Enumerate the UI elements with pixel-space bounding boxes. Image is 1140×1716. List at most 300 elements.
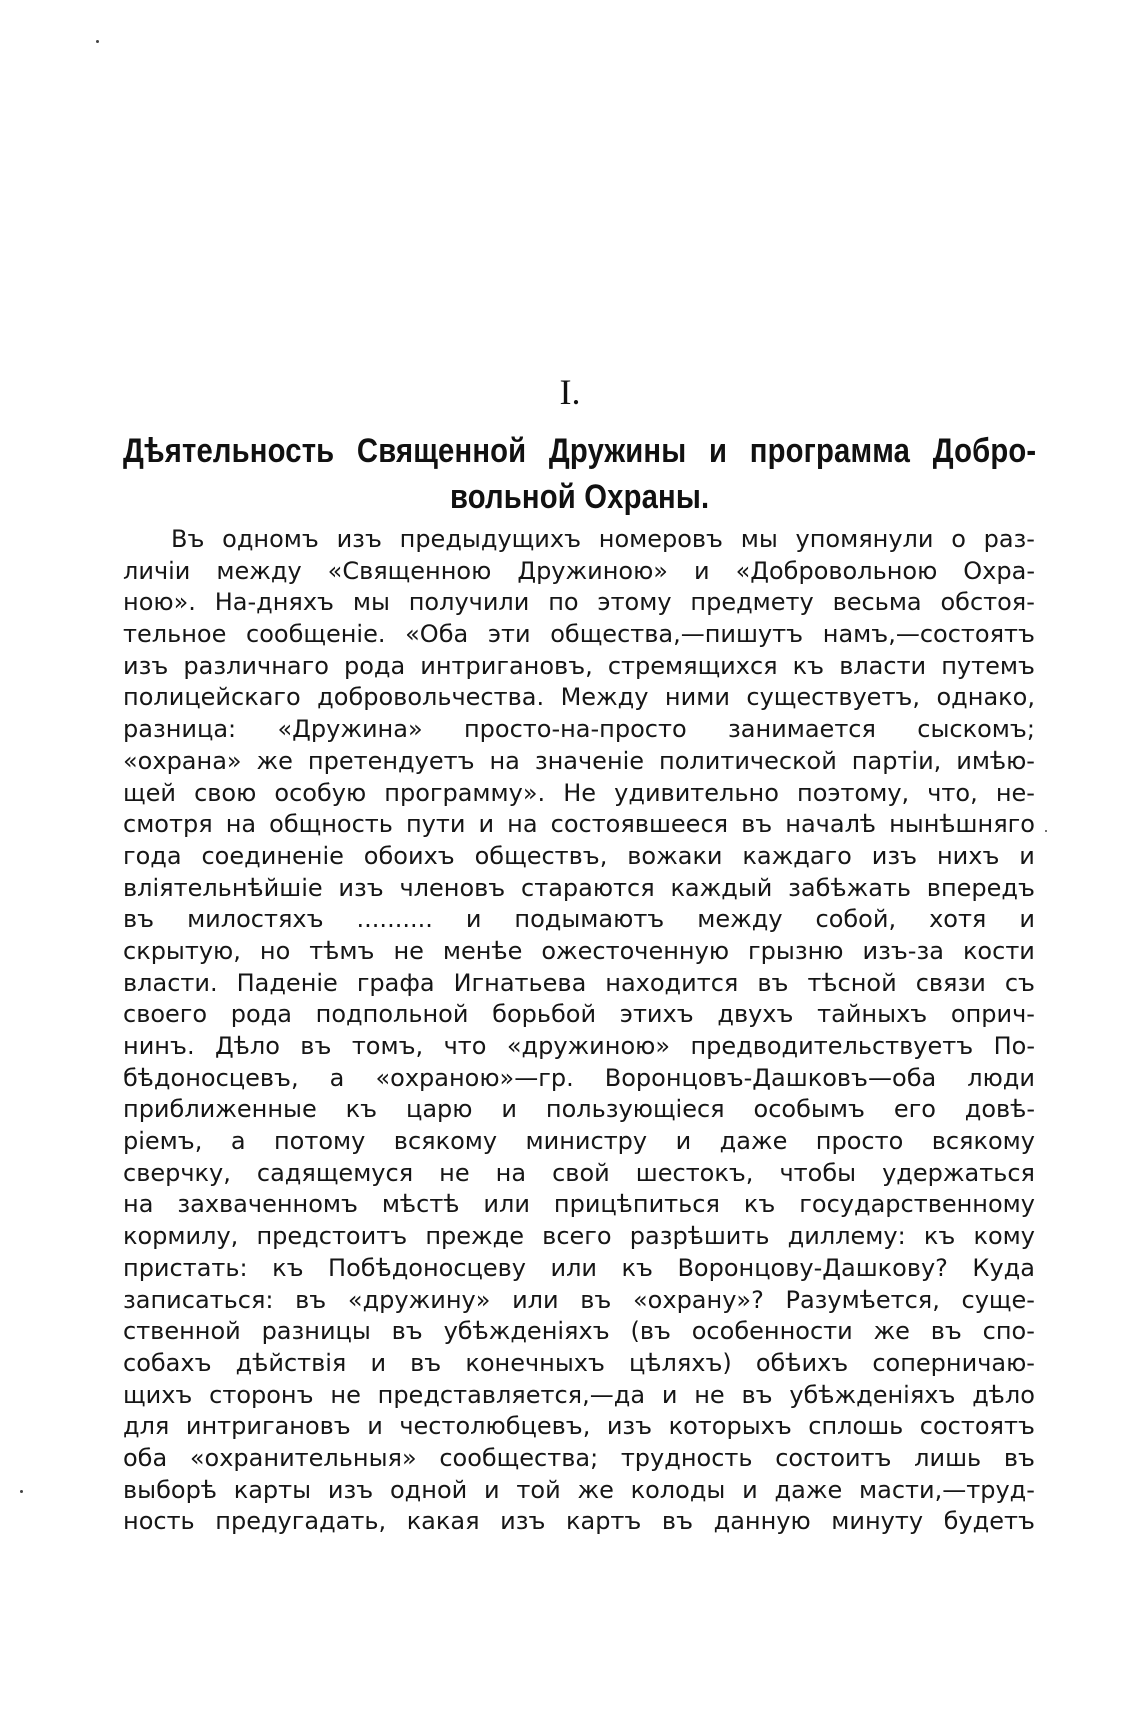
word: или xyxy=(550,1253,598,1282)
word: поэтому, xyxy=(797,778,910,807)
word: изъ-за xyxy=(862,936,944,965)
word: къ xyxy=(792,651,825,680)
word: «Добровольною xyxy=(735,556,938,585)
word: не xyxy=(393,936,424,965)
word: этому xyxy=(597,588,672,617)
word: государственному xyxy=(799,1190,1035,1219)
word: особымъ xyxy=(753,1095,865,1124)
word: предмету xyxy=(690,588,814,617)
word: удивительно xyxy=(614,778,779,807)
word: забѣжать xyxy=(788,873,912,902)
word: полицейскаго xyxy=(123,683,301,712)
word: состоитъ xyxy=(775,1443,892,1472)
text-line xyxy=(123,1221,1035,1253)
print-speck xyxy=(96,40,99,43)
word: предводительствуетъ xyxy=(690,1032,974,1060)
word: свой xyxy=(552,1158,610,1187)
word: изъ xyxy=(123,651,169,680)
word: на xyxy=(507,810,538,839)
word: стремящихся xyxy=(607,651,778,680)
word: не xyxy=(330,1380,361,1409)
word: мы xyxy=(352,588,390,617)
word: ріемъ, xyxy=(123,1127,203,1156)
word: «охрану»? xyxy=(633,1285,764,1314)
word: своего xyxy=(123,1000,208,1029)
word: что, xyxy=(927,778,978,807)
chapter-number: I. xyxy=(559,372,581,412)
print-speck xyxy=(1045,830,1047,832)
word: вліятельнѣйшіе xyxy=(123,873,323,902)
word: или xyxy=(483,1190,530,1219)
word: власти. xyxy=(123,968,218,997)
word: «охранительныя» xyxy=(189,1443,417,1472)
word: разрѣшить xyxy=(629,1222,770,1251)
word: Дѣло xyxy=(214,1032,280,1060)
word: на xyxy=(123,1190,154,1219)
word: обоихъ xyxy=(363,841,455,870)
word: этихъ xyxy=(619,1000,694,1029)
word: предстоитъ xyxy=(256,1222,408,1251)
word: даже xyxy=(774,1475,843,1504)
word: и xyxy=(367,1412,383,1441)
text-line xyxy=(123,904,1035,936)
word: изъ xyxy=(327,1475,374,1504)
word: не- xyxy=(995,778,1035,807)
word: не xyxy=(694,1380,725,1409)
word: тѣсной xyxy=(807,968,897,997)
word: честолюбцевъ, xyxy=(399,1412,591,1441)
word: убѣжденіяхъ xyxy=(789,1380,956,1409)
word: Не xyxy=(563,778,597,807)
text-line xyxy=(123,1443,1035,1475)
word: что xyxy=(443,1032,487,1060)
word: эти xyxy=(487,620,531,649)
word: въ xyxy=(1003,1443,1035,1472)
word: щихъ xyxy=(123,1380,193,1409)
word: конечныхъ xyxy=(465,1348,605,1377)
text-line xyxy=(123,936,1035,968)
word: весьма xyxy=(832,588,922,617)
text-line xyxy=(123,714,1035,746)
word: довѣ- xyxy=(964,1095,1035,1124)
word: нихъ xyxy=(936,841,1000,870)
word: значеніе xyxy=(534,746,645,775)
word: къ xyxy=(923,1222,956,1251)
word: политической xyxy=(659,746,837,775)
word: программа xyxy=(749,432,911,470)
word: царю xyxy=(406,1095,473,1124)
word: сыскомъ; xyxy=(917,715,1035,744)
word: изъ xyxy=(500,1507,546,1536)
word: находится xyxy=(605,968,739,997)
word: года xyxy=(123,841,182,870)
word: одной xyxy=(389,1475,468,1504)
word: номеровъ xyxy=(598,525,724,553)
word: въ xyxy=(295,1285,327,1314)
word: каждаго xyxy=(742,841,852,870)
text-line xyxy=(123,1380,1035,1412)
word: къ xyxy=(743,1190,776,1219)
word: изъ xyxy=(871,841,918,870)
word: личіи xyxy=(123,556,191,585)
word: Добро- xyxy=(932,432,1037,470)
word: изъ xyxy=(606,1412,653,1441)
word: двухъ xyxy=(717,1000,794,1029)
word: «Священною xyxy=(327,556,492,585)
word: состоявшееся xyxy=(550,810,729,839)
word: дѣйствія xyxy=(235,1348,347,1377)
word: Куда xyxy=(972,1253,1035,1282)
text-line xyxy=(123,587,1035,619)
word: всего xyxy=(542,1222,612,1251)
text-line xyxy=(123,682,1035,714)
word: ожесточенную xyxy=(541,936,730,965)
word: рода xyxy=(230,1000,292,1029)
word: министру xyxy=(525,1127,648,1156)
word: той xyxy=(516,1475,561,1504)
word: бѣдоносцевъ, xyxy=(123,1063,299,1092)
word: На-дняхъ xyxy=(214,588,335,617)
word: разница: xyxy=(123,715,237,744)
word: въ xyxy=(757,968,789,997)
word: собахъ xyxy=(123,1348,212,1377)
word: и xyxy=(661,1380,678,1409)
word: раз- xyxy=(983,525,1035,553)
word: пристать: xyxy=(123,1253,248,1282)
text-line xyxy=(123,1348,1035,1380)
word: общества,—пишутъ xyxy=(550,620,804,649)
text-line xyxy=(123,1411,1035,1443)
text-line xyxy=(123,1506,1035,1538)
word: и xyxy=(1019,841,1035,870)
word: обстоя- xyxy=(940,588,1035,617)
word: тайныхъ xyxy=(817,1000,928,1029)
word: къ xyxy=(621,1253,653,1282)
word: Разумѣется, xyxy=(785,1285,940,1314)
word: соперничаю- xyxy=(872,1348,1035,1377)
word: трудность xyxy=(620,1443,753,1472)
text-line xyxy=(123,556,1035,588)
word: сторонъ xyxy=(209,1380,314,1409)
word: .......... xyxy=(356,905,433,934)
word: между xyxy=(697,905,783,934)
word: программу». xyxy=(384,778,546,807)
word: особую xyxy=(274,778,367,807)
word: сообщеніе. xyxy=(246,620,386,649)
text-line xyxy=(123,1063,1035,1095)
word: тельное xyxy=(123,620,227,649)
word: но xyxy=(259,936,291,965)
word: По- xyxy=(993,1032,1035,1060)
word: его xyxy=(893,1095,936,1124)
word: тѣмъ xyxy=(309,936,375,965)
word: диллему: xyxy=(787,1222,906,1251)
word: грызню xyxy=(748,936,844,965)
text-line xyxy=(123,1158,1035,1190)
word: захваченномъ xyxy=(177,1190,358,1219)
word: предугадать, xyxy=(215,1507,387,1536)
word: и xyxy=(484,1475,500,1504)
word: и xyxy=(742,1475,758,1504)
word: потому xyxy=(273,1127,366,1156)
word: или xyxy=(512,1285,559,1314)
word: въ xyxy=(741,810,773,839)
word: будетъ xyxy=(943,1507,1035,1536)
word: (въ xyxy=(630,1317,671,1346)
word: пользующіеся xyxy=(545,1095,725,1124)
word: въ xyxy=(741,1380,773,1409)
word: изъ xyxy=(338,873,384,902)
word: нинъ. xyxy=(123,1032,195,1060)
word: дѣло xyxy=(972,1380,1035,1409)
text-line xyxy=(123,1126,1035,1158)
word: Священной xyxy=(356,432,527,470)
word: одномъ xyxy=(222,525,319,553)
text-line xyxy=(123,1094,1035,1126)
word: въ xyxy=(661,1507,694,1536)
word: скрытую, xyxy=(123,936,241,965)
word: просто-на-просто xyxy=(463,715,687,744)
word: предыдущихъ xyxy=(399,525,582,553)
word: и xyxy=(465,905,482,934)
word: особенности xyxy=(691,1317,853,1346)
word: записаться: xyxy=(123,1285,274,1314)
word: съ xyxy=(1004,968,1035,997)
word: хотя xyxy=(929,905,987,934)
word: впередъ xyxy=(926,873,1035,902)
word: же xyxy=(873,1317,910,1346)
word: суще- xyxy=(961,1285,1035,1314)
text-line xyxy=(123,1189,1035,1221)
word: «дружину» xyxy=(347,1285,491,1314)
word: чтобы xyxy=(779,1158,857,1187)
word: занимается xyxy=(727,715,876,744)
word: сообщества; xyxy=(439,1443,599,1472)
word: люди xyxy=(967,1063,1035,1092)
word: менѣе xyxy=(442,936,523,965)
word: милостяхъ xyxy=(187,905,324,934)
title-line-2: вольной Охраны. xyxy=(449,478,710,516)
word: графа xyxy=(356,968,435,997)
word: власти xyxy=(839,651,927,680)
word: Воронцову-Дашкову? xyxy=(677,1253,948,1282)
word: мѣстѣ xyxy=(381,1190,460,1219)
word: какая xyxy=(406,1507,480,1536)
word: и xyxy=(708,432,728,470)
text-line xyxy=(123,1316,1035,1348)
word: разницы xyxy=(261,1317,371,1346)
word: ность xyxy=(123,1507,195,1536)
word: просто xyxy=(815,1127,904,1156)
word: и xyxy=(478,810,495,839)
word: по xyxy=(548,588,579,617)
word: Дружины xyxy=(548,432,687,470)
word: между xyxy=(216,556,302,585)
word: и xyxy=(370,1348,387,1377)
word: въ xyxy=(580,1285,612,1314)
word: упомянули xyxy=(795,525,934,553)
word: цѣляхъ) xyxy=(629,1348,732,1377)
word: лишь xyxy=(914,1443,982,1472)
title-line-1 xyxy=(123,428,1036,474)
word: на xyxy=(225,810,257,839)
text-line xyxy=(123,524,1035,556)
word: картъ xyxy=(565,1507,642,1536)
word: и xyxy=(693,556,710,585)
word: Охра- xyxy=(963,556,1035,585)
word: для xyxy=(123,1412,170,1441)
word: добровольчества. xyxy=(317,683,545,712)
word: данную xyxy=(713,1507,811,1536)
word: удержаться xyxy=(882,1158,1035,1187)
text-line xyxy=(123,968,1035,1000)
word: «Дружина» xyxy=(277,715,423,744)
text-line xyxy=(123,1253,1035,1285)
word: ственной xyxy=(123,1317,241,1346)
word: «охрана» xyxy=(123,746,242,775)
word: обществъ, xyxy=(474,841,608,870)
word: въ xyxy=(391,1317,423,1346)
word: къ xyxy=(272,1253,304,1282)
word: Въ xyxy=(171,525,205,553)
word: убѣжденіяхъ xyxy=(443,1317,610,1346)
text-line xyxy=(123,619,1035,651)
word: имѣю- xyxy=(956,746,1035,775)
word: Воронцовъ-Дашковъ—оба xyxy=(604,1063,937,1092)
word: началѣ xyxy=(785,810,877,839)
word: борьбой xyxy=(492,1000,597,1029)
word: подымаютъ xyxy=(514,905,665,934)
word: Между xyxy=(560,683,649,712)
word: соединеніе xyxy=(201,841,344,870)
word: же xyxy=(256,746,293,775)
text-line xyxy=(123,651,1035,683)
word: Игнатьева xyxy=(453,968,587,997)
word: изъ xyxy=(336,525,382,553)
word: рода xyxy=(343,651,406,680)
word: къ xyxy=(345,1095,378,1124)
word: ними xyxy=(664,683,730,712)
word: оба xyxy=(123,1443,168,1472)
word: Дружиною» xyxy=(517,556,668,585)
word: о xyxy=(951,525,966,553)
text-line xyxy=(123,746,1035,778)
body-text xyxy=(123,524,1035,1538)
word: Паденіе xyxy=(236,968,338,997)
word: и xyxy=(501,1095,518,1124)
word: всякому xyxy=(393,1127,498,1156)
word: каждый xyxy=(670,873,773,902)
word: получили xyxy=(408,588,530,617)
word: томъ, xyxy=(351,1032,424,1060)
word: нынѣшняго xyxy=(889,810,1035,839)
word: подпольной xyxy=(315,1000,469,1029)
word: колоды xyxy=(630,1475,726,1504)
word: оприч- xyxy=(950,1000,1035,1029)
word: прицѣпиться xyxy=(553,1190,720,1219)
word: путемъ xyxy=(941,651,1035,680)
word: смотря xyxy=(123,810,213,839)
word: собой, xyxy=(815,905,897,934)
word: интригановъ xyxy=(185,1412,351,1441)
word: «дружиною» xyxy=(506,1032,671,1060)
word: «Оба xyxy=(405,620,469,649)
word: Побѣдоносцеву xyxy=(328,1253,526,1282)
word: и xyxy=(675,1127,692,1156)
word: претендуетъ xyxy=(307,746,475,775)
word: намъ,—состоятъ xyxy=(822,620,1035,649)
word: минуту xyxy=(831,1507,924,1536)
word: выборѣ xyxy=(123,1475,217,1504)
word: шестокъ, xyxy=(635,1158,754,1187)
word: различнаго xyxy=(183,651,329,680)
word: общность xyxy=(269,810,393,839)
word: сплошь xyxy=(808,1412,904,1441)
word: связи xyxy=(915,968,986,997)
word: Дѣятельность xyxy=(123,432,335,470)
word: щей xyxy=(123,778,176,807)
word: а xyxy=(230,1127,246,1156)
text-line xyxy=(123,873,1035,905)
word: кому xyxy=(973,1222,1035,1251)
chapter-title xyxy=(123,428,1037,520)
word: состоятъ xyxy=(919,1412,1035,1441)
word: которыхъ xyxy=(668,1412,792,1441)
word: въ xyxy=(930,1317,962,1346)
word: стараются xyxy=(521,873,655,902)
word: въ xyxy=(123,905,155,934)
word: приближенные xyxy=(123,1095,317,1124)
word: спо- xyxy=(982,1317,1035,1346)
word: интригановъ, xyxy=(420,651,593,680)
text-line xyxy=(123,1031,1035,1063)
text-line xyxy=(123,1475,1035,1507)
print-speck xyxy=(20,1490,23,1493)
word: а xyxy=(329,1063,345,1092)
word: мы xyxy=(740,525,778,553)
word: однако, xyxy=(936,683,1035,712)
word: обѣихъ xyxy=(755,1348,849,1377)
word: даже xyxy=(719,1127,788,1156)
word: вожаки xyxy=(627,841,723,870)
word: прежде xyxy=(425,1222,524,1251)
word: на xyxy=(489,746,520,775)
word: ною». xyxy=(123,588,196,617)
word: масти,—труд- xyxy=(859,1475,1035,1504)
word: въ xyxy=(410,1348,442,1377)
word: партіи, xyxy=(851,746,942,775)
word: и xyxy=(1019,905,1035,934)
word: не xyxy=(439,1158,470,1187)
word: на xyxy=(495,1158,527,1187)
word: представляется,—да xyxy=(377,1380,646,1409)
word: карты xyxy=(233,1475,312,1504)
word: въ xyxy=(300,1032,332,1060)
word: кости xyxy=(962,936,1035,965)
word: садящемуся xyxy=(256,1158,414,1187)
text-line xyxy=(123,841,1035,873)
text-line xyxy=(123,1285,1035,1317)
word: всякому xyxy=(931,1127,1035,1156)
text-line xyxy=(123,999,1035,1031)
word: существуетъ, xyxy=(746,683,921,712)
word: членовъ xyxy=(399,873,506,902)
text-line xyxy=(123,778,1035,810)
word: «охраною»—гр. xyxy=(375,1063,574,1092)
word: кормилу, xyxy=(123,1222,239,1251)
word: пути xyxy=(405,810,466,839)
word: же xyxy=(577,1475,614,1504)
